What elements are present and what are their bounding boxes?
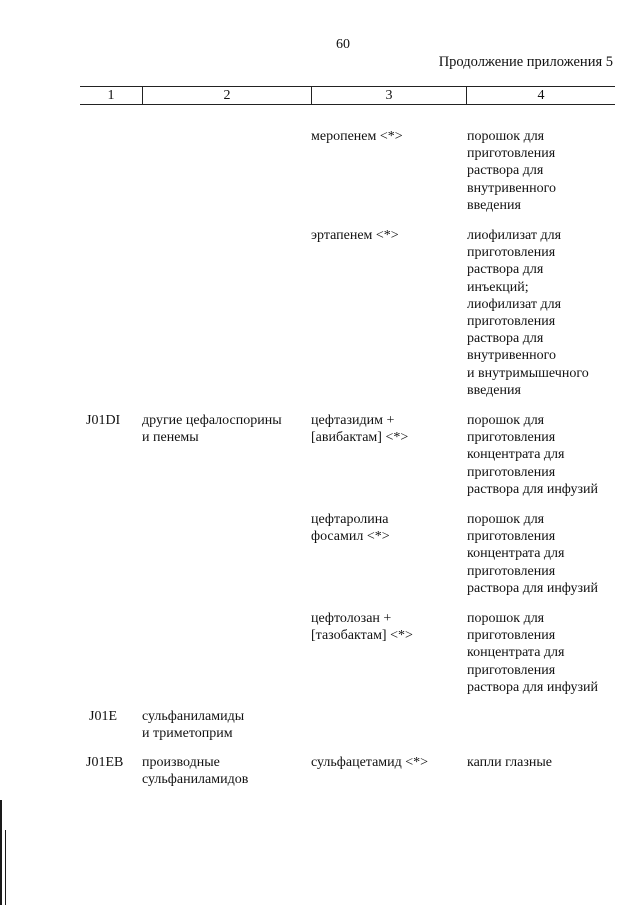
table-header-row xyxy=(80,86,615,105)
drug-cell: цефтазидим + [авибактам] <*> xyxy=(311,413,409,446)
drug-cell: цефтолозан + [тазобактам] <*> xyxy=(311,611,413,644)
header-cell-2: 2 xyxy=(223,88,231,103)
form-cell: порошок для приготовления раствора для внутривенного введения xyxy=(467,129,557,213)
group-cell: сульфаниламиды и триметоприм xyxy=(142,709,245,742)
atc-code-cell: J01EB xyxy=(86,755,124,770)
atc-code-cell: J01E xyxy=(89,709,117,724)
header-cell-3: 3 xyxy=(385,88,393,103)
drug-cell: сульфацетамид <*> xyxy=(311,755,429,770)
drug-cell: меропенем <*> xyxy=(311,129,403,144)
scan-edge-mark xyxy=(5,830,6,905)
continuation-note: Продолжение приложения 5 xyxy=(438,54,613,70)
drug-cell: эртапенем <*> xyxy=(311,228,399,243)
page-number: 60 xyxy=(336,37,350,52)
atc-code-cell: J01DI xyxy=(86,413,121,428)
form-cell: капли глазные xyxy=(467,755,552,770)
header-cell-1: 1 xyxy=(107,88,115,103)
header-cell-4: 4 xyxy=(537,88,545,103)
form-cell: порошок для приготовления концентрата для приготовления раствора для инфузий xyxy=(467,413,599,497)
form-cell: порошок для приготовления концентрата для приготовления раствора для инфузий xyxy=(467,611,599,695)
scan-edge-mark xyxy=(0,800,2,905)
form-cell: порошок для приготовления концентрата для приготовления раствора для инфузий xyxy=(467,512,599,596)
group-cell: производные сульфаниламидов xyxy=(142,755,249,788)
group-cell: другие цефалоспорины и пенемы xyxy=(142,413,282,446)
drug-cell: цефтаролина фосамил <*> xyxy=(311,512,390,545)
form-cell: лиофилизат для приготовления раствора для инъекций; лиофилизат для приготовления раствора для внутривенного и внутримышечного введения xyxy=(467,228,589,398)
